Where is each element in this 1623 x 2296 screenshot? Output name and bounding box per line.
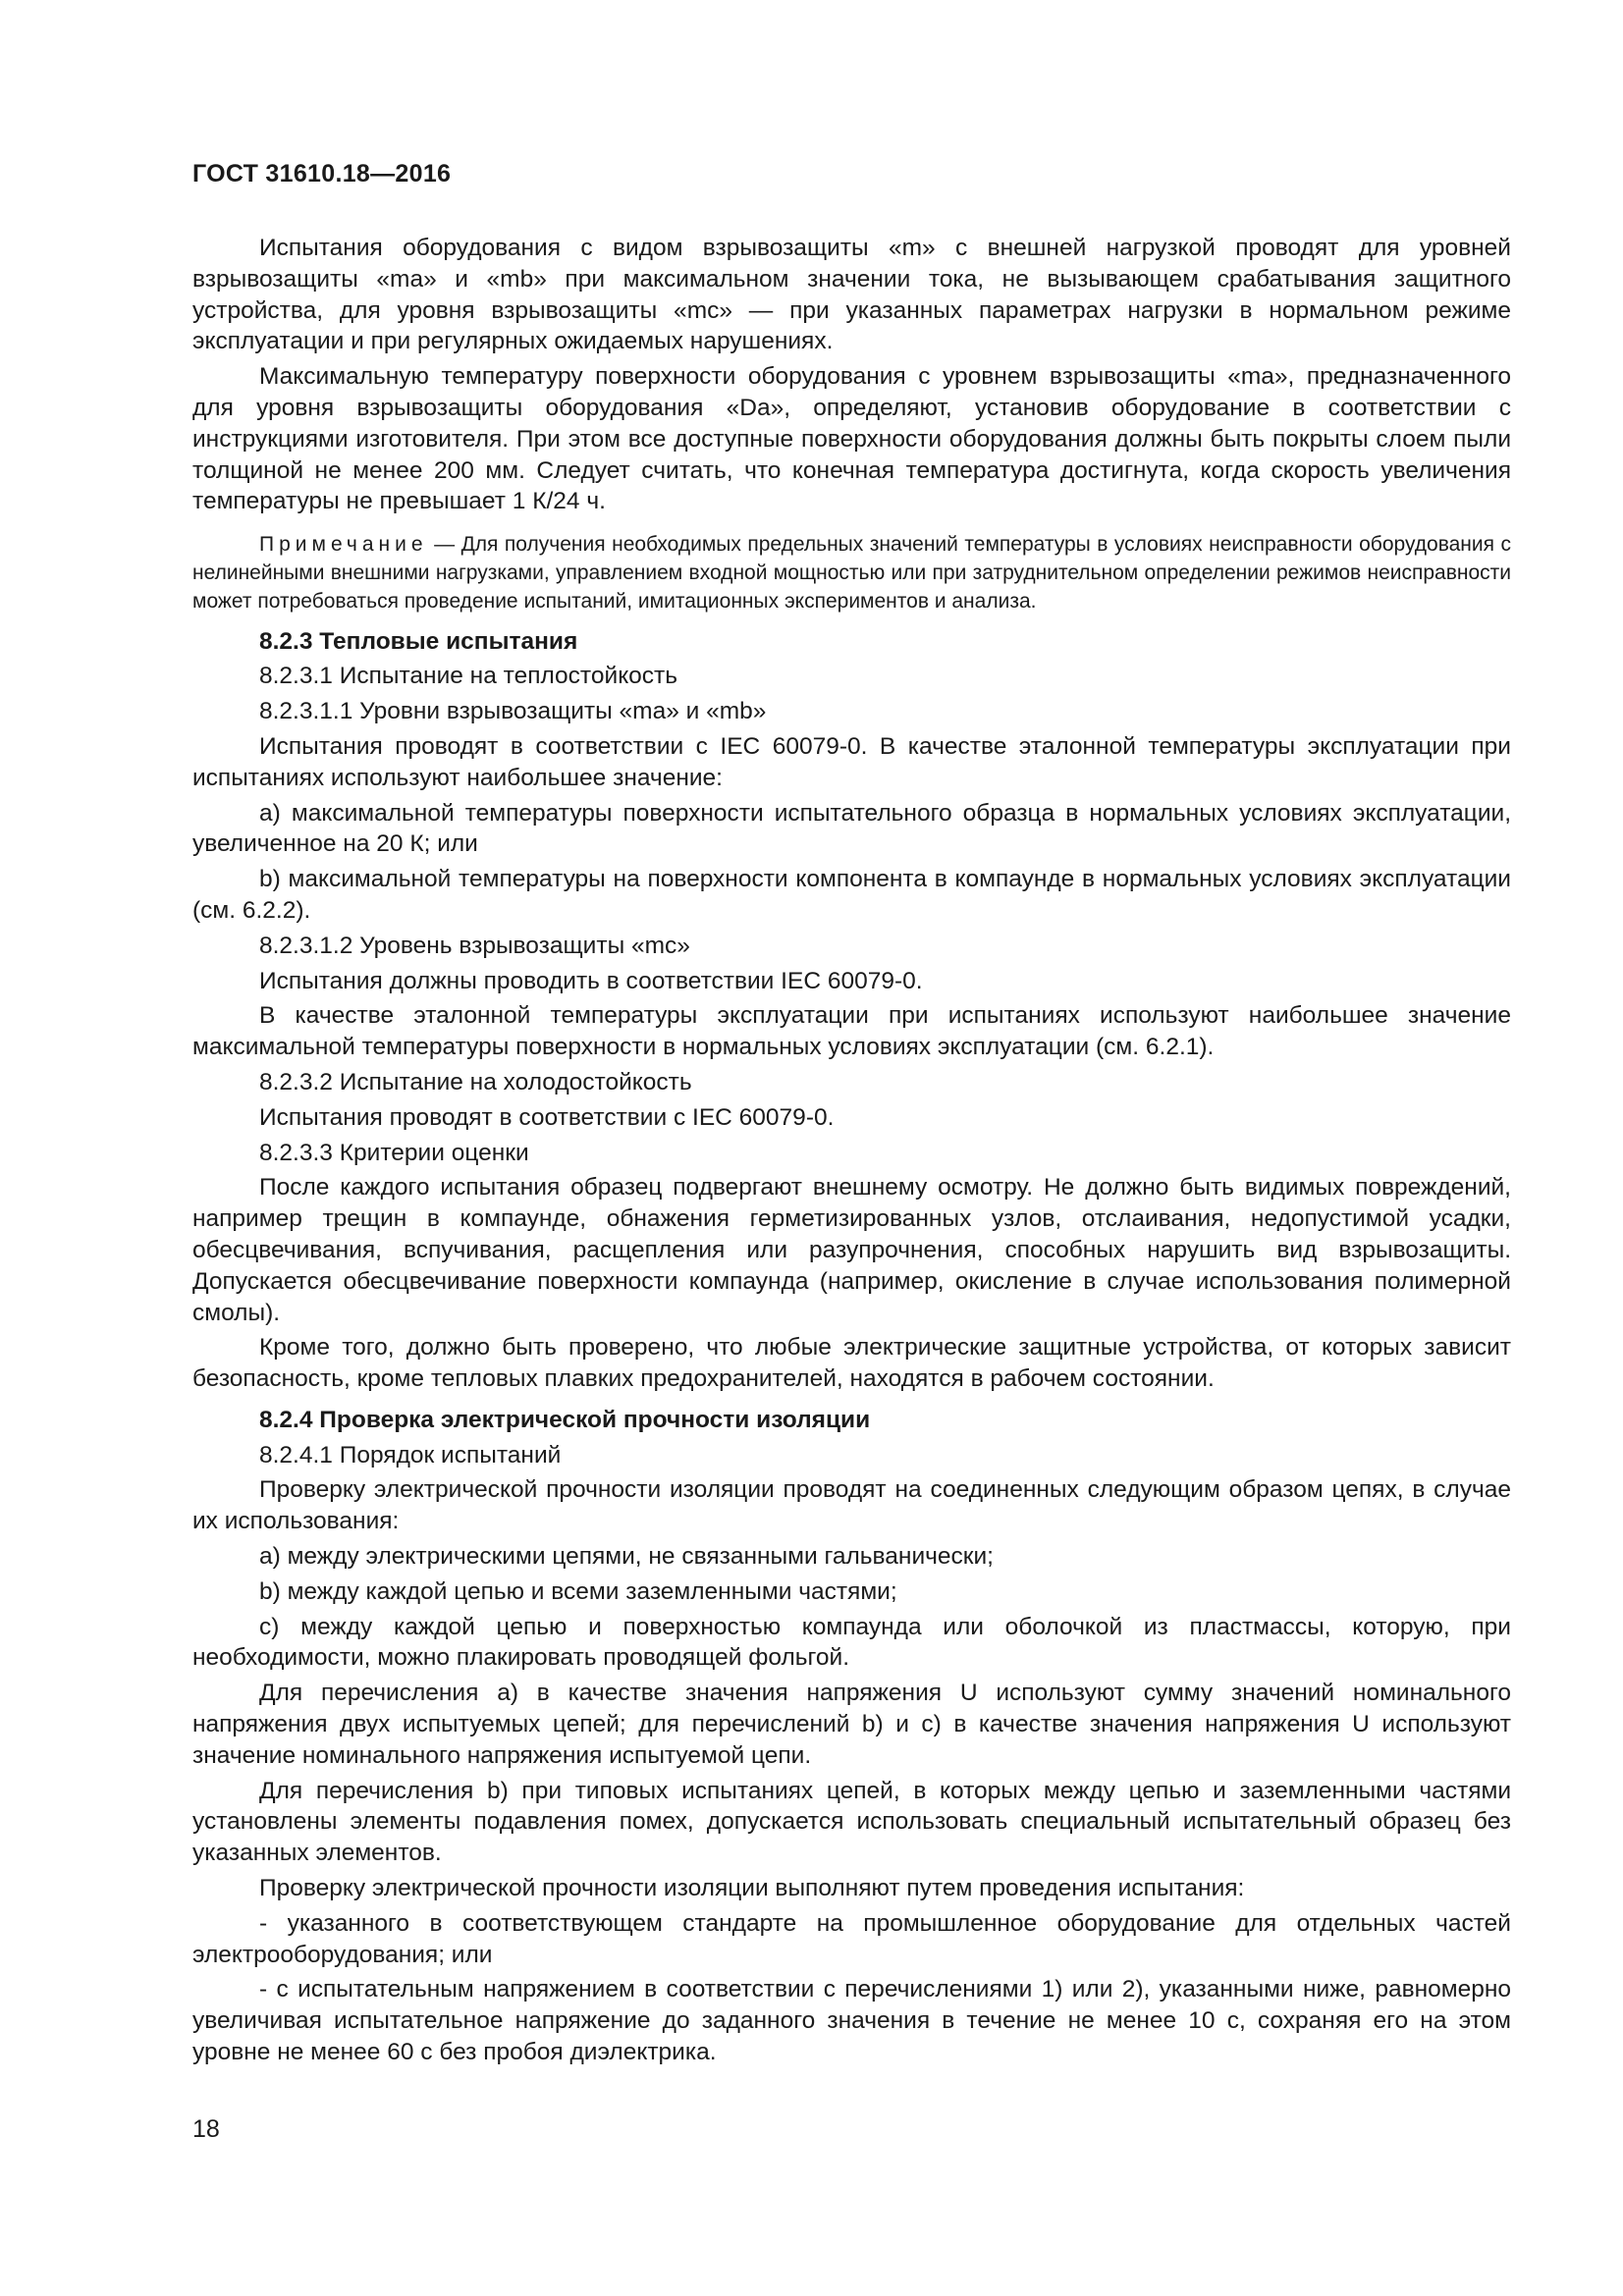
paragraph: В качестве эталонной температуры эксплуатации при испытаниях используют наибольшее значение максимальной температуры поверхности в нормальных условиях эксплуатации (см. 6.2.1).	[192, 1002, 1511, 1061]
clause-line: 8.2.3.2 Испытание на холодостойкость	[259, 1068, 692, 1095]
clause-line: 8.2.3.1 Испытание на теплостойкость	[259, 663, 678, 690]
clause-line: 8.2.4.1 Порядок испытаний	[259, 1441, 562, 1468]
clause-line: 8.2.3.1.1 Уровни взрывозащиты «ma» и «mb»	[259, 698, 767, 725]
list-item: - указанного в соответствующем стандарте на промышленное оборудование для отдельных частей электрооборудования; или	[192, 1909, 1511, 1968]
paragraph: Для перечисления b) при типовых испытаниях цепей, в которых между цепью и заземленными частями установлены элементы подавления помех, допускается использовать специальный испытательный образец без указанных элементов.	[192, 1777, 1511, 1867]
section-heading: 8.2.4 Проверка электрической прочности изоляции	[259, 1406, 871, 1433]
list-item: b) между каждой цепью и всеми заземленными частями;	[259, 1577, 897, 1605]
paragraph: Проверку электрической прочности изоляции проводят на соединенных следующим образом цепях, в случае их использования:	[192, 1476, 1511, 1535]
clause-line: Испытания проводят в соответствии с IEC 60079-0.	[259, 1103, 835, 1131]
list-item: a) между электрическими цепями, не связанными гальванически;	[259, 1543, 994, 1571]
clause-line: 8.2.3.3 Критерии оценки	[259, 1139, 529, 1166]
list-item: b) максимальной температуры на поверхности компонента в компаунде в нормальных условиях эксплуатации (см. 6.2.2).	[192, 866, 1511, 924]
note-paragraph	[192, 531, 1511, 615]
list-item: a) максимальной температуры поверхности испытательного образца в нормальных условиях эксплуатации, увеличенное на 20 К; или	[192, 799, 1511, 858]
paragraph: После каждого испытания образец подвергают внешнему осмотру. Не должно быть видимых повреждений, например трещин в компаунде, обнажения герметизированных узлов, отслаивания, недопустимой усадки, обесцвечивания, вспучивания, расщепления или разупрочнения, способных нарушить вид взрывозащиты. Допускается обесцвечивание поверхности компаунда (например, окисление в случае использования полимерной смолы).	[192, 1174, 1511, 1326]
section-heading: 8.2.3 Тепловые испытания	[259, 627, 578, 655]
list-item: c) между каждой цепью и поверхностью компаунда или оболочкой из пластмассы, которую, при необходимости, можно плакировать проводящей фольгой.	[192, 1613, 1511, 1672]
page-number: 18	[192, 2115, 220, 2143]
paragraph: Испытания оборудования с видом взрывозащиты «m» с внешней нагрузкой проводят для уровней взрывозащиты «ma» и «mb» при максимальном значении тока, не вызывающем срабатывания защитного устройства, для уровня взрывозащиты «mc» — при указанных параметрах нагрузки в нормальном режиме эксплуатации и при регулярных ожидаемых нарушениях.	[192, 235, 1511, 355]
clause-line: Испытания должны проводить в соответствии IEC 60079-0.	[259, 967, 923, 994]
paragraph: Для перечисления a) в качестве значения напряжения U используют сумму значений номинального напряжения двух испытуемых цепей; для перечислений b) и c) в качестве значения напряжения U используют значение номинального напряжения испытуемой цепи.	[192, 1680, 1511, 1769]
note-label: Примечание	[259, 533, 428, 557]
note-text: — Для получения необходимых предельных значений температуры в условиях неисправности оборудования с нелинейными внешними нагрузками, управлением входной мощностью или при затруднительном определении режимов неисправности может потребоваться проведение испытаний, имитационных экспериментов и анализа.	[192, 533, 1511, 613]
document-body	[192, 229, 1511, 2068]
paragraph: Кроме того, должно быть проверено, что любые электрические защитные устройства, от которых зависит безопасность, кроме тепловых плавких предохранителей, находятся в рабочем состоянии.	[192, 1334, 1511, 1393]
document-header: ГОСТ 31610.18—2016	[192, 160, 452, 187]
paragraph: Проверку электрической прочности изоляции выполняют путем проведения испытания:	[259, 1875, 1245, 1902]
list-item: - с испытательным напряжением в соответствии с перечислениями 1) или 2), указанными ниже, равномерно увеличивая испытательное напряжение до заданного значения в течение не менее 10 с, сохраняя его на этом уровне не менее 60 с без пробоя диэлектрика.	[192, 1976, 1511, 2066]
paragraph: Максимальную температуру поверхности оборудования с уровнем взрывозащиты «ma», предназначенного для уровня взрывозащиты оборудования «Da», определяют, установив оборудование в соответствии с инструкциями изготовителя. При этом все доступные поверхности оборудования должны быть покрыты слоем пыли толщиной не менее 200 мм. Следует считать, что конечная температура достигнута, когда скорость увеличения температуры не превышает 1 К/24 ч.	[192, 363, 1511, 515]
clause-line: 8.2.3.1.2 Уровень взрывозащиты «mc»	[259, 932, 690, 959]
paragraph: Испытания проводят в соответствии с IEC 60079-0. В качестве эталонной температуры эксплуатации при испытаниях используют наибольшее значение:	[192, 732, 1511, 791]
